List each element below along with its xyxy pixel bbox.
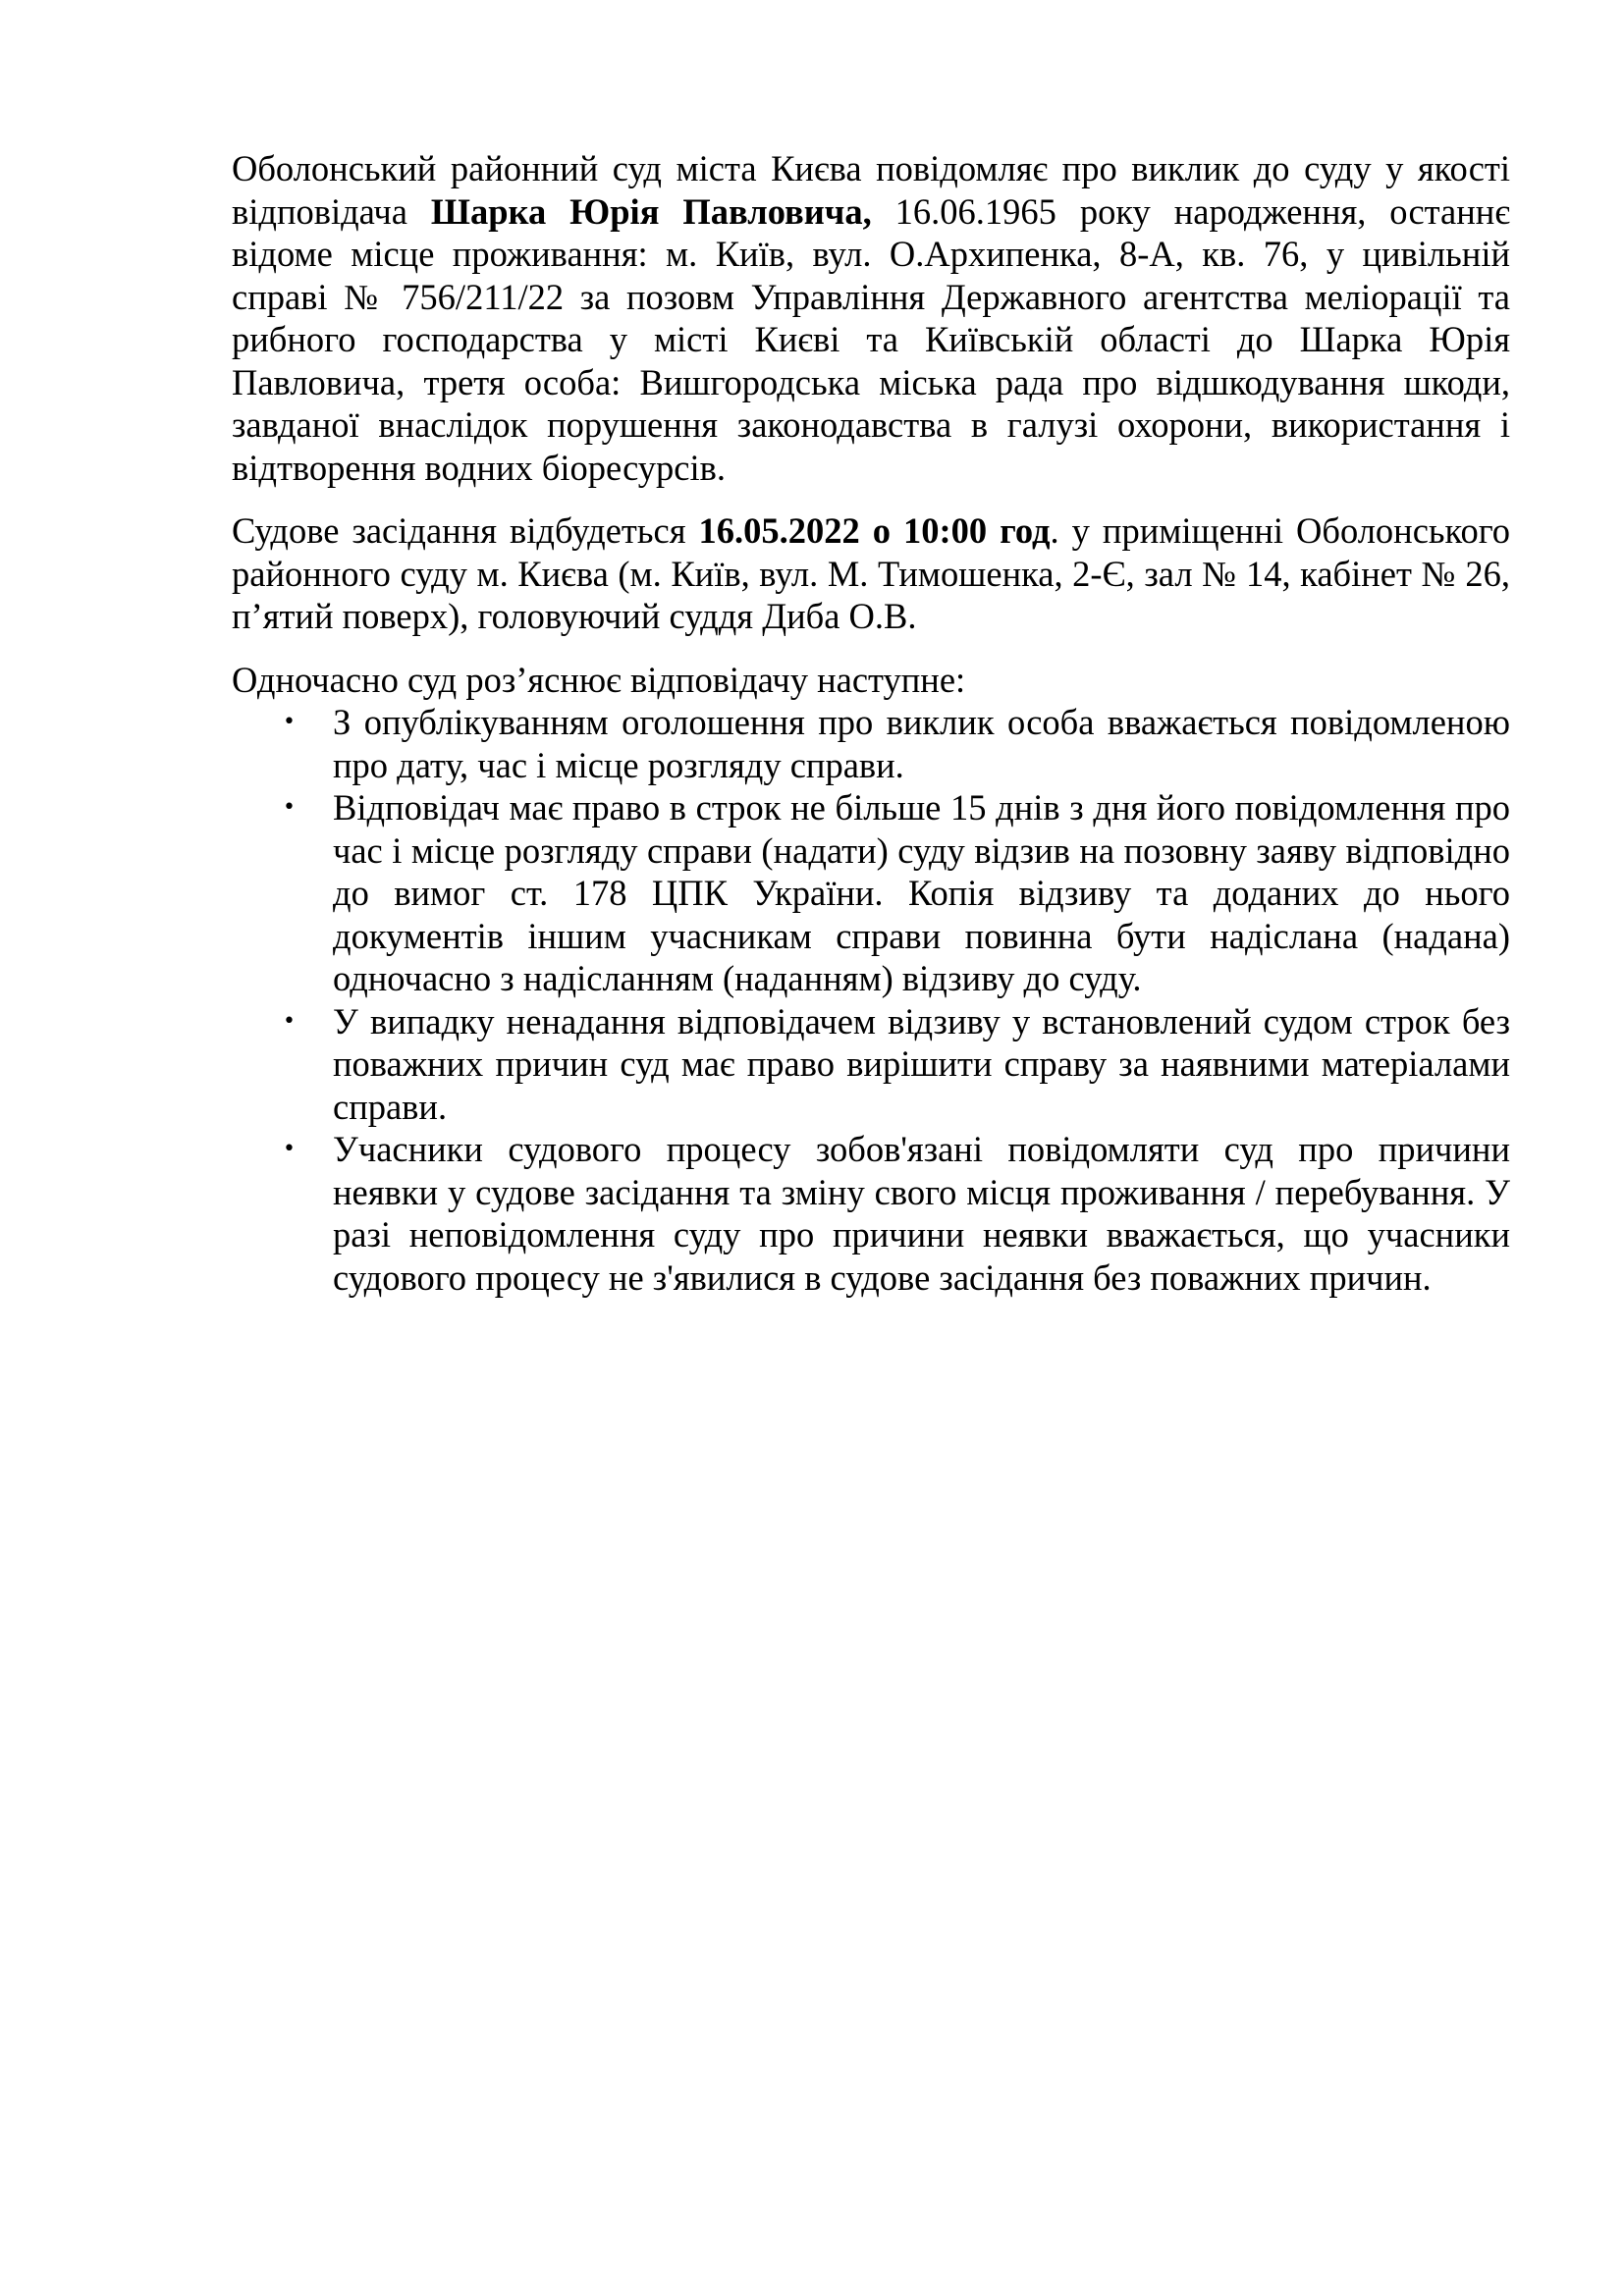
list-item (232, 701, 1510, 786)
document-page (232, 147, 1510, 1299)
list-item-text: Учасники судового процесу зобов'язані повідомляти суд про причини неявки у судове засідання та зміну свого місця проживання / перебування. У разі неповідомлення суду про причини неявки вважається, що учасники судового процесу не з'явилися в судове засідання без поважних причин. (333, 1129, 1510, 1298)
explanation-intro: Одночасно суд роз’яснює відповідачу наступне: (232, 659, 966, 700)
bullet-icon: • (283, 710, 296, 734)
list-item-text: Відповідач має право в строк не більше 15 днів з дня його повідомлення про час і місце розгляду справи (надати) суду відзив на позовну заяву відповідно до вимог ст. 178 ЦПК України. Копія відзиву та доданих до нього документів іншим учасникам справи повинна бути надіслана (надана) одночасно з надісланням (наданням) відзиву до суду. (333, 787, 1510, 998)
summons-text-start: Оболонський районний суд міста Києва повідомляє про виклик до суду у якості відповідача (232, 148, 1510, 232)
bullet-icon: • (283, 795, 296, 820)
summons-paragraph (232, 147, 1510, 489)
list-item-text: З опублікуванням оголошення про виклик особа вважається повідомленою про дату, час і місце розгляду справи. (333, 702, 1510, 785)
defendant-name: Шарка Юрія Павловича, (430, 190, 872, 232)
list-item (232, 786, 1510, 1000)
list-item (232, 1000, 1510, 1129)
list-item-text: У випадку ненадання відповідачем відзиву у встановлений судом строк без поважних причин суд має право вирішити справу за наявними матеріалами справи. (333, 1000, 1510, 1127)
hearing-text-end: . у приміщенні Оболонського районного суду м. Києва (м. Київ, вул. М. Тимошенка, 2-Є, зал № 14, кабінет № 26, п’ятий поверх), головуючий суддя Диба О.В. (232, 510, 1511, 636)
obligations-list (232, 701, 1510, 1299)
summons-text-end: 16.06.1965 року народження, останнє відоме місце проживання: м. Київ, вул. О.Архипенка, 8-А, кв. 76, у цивільній справі № 756/211/22 за позовм Управління Державного агентства меліорації та рибного господарства у місті Києві та Київській області до Шарка Юрія Павловича, третя особа: Вишгородська міська рада про відшкодування шкоди, завданої внаслідок порушення законодавства в галузі охорони, використання і відтворення водних біоресурсів. (232, 190, 1510, 488)
hearing-datetime: 16.05.2022 о 10:00 год (698, 510, 1051, 551)
list-item (232, 1128, 1510, 1299)
bullet-icon: • (283, 1137, 296, 1161)
hearing-text-start: Судове засідання відбудеться (232, 510, 699, 551)
bullet-icon: • (283, 1008, 296, 1034)
hearing-paragraph (232, 509, 1510, 638)
